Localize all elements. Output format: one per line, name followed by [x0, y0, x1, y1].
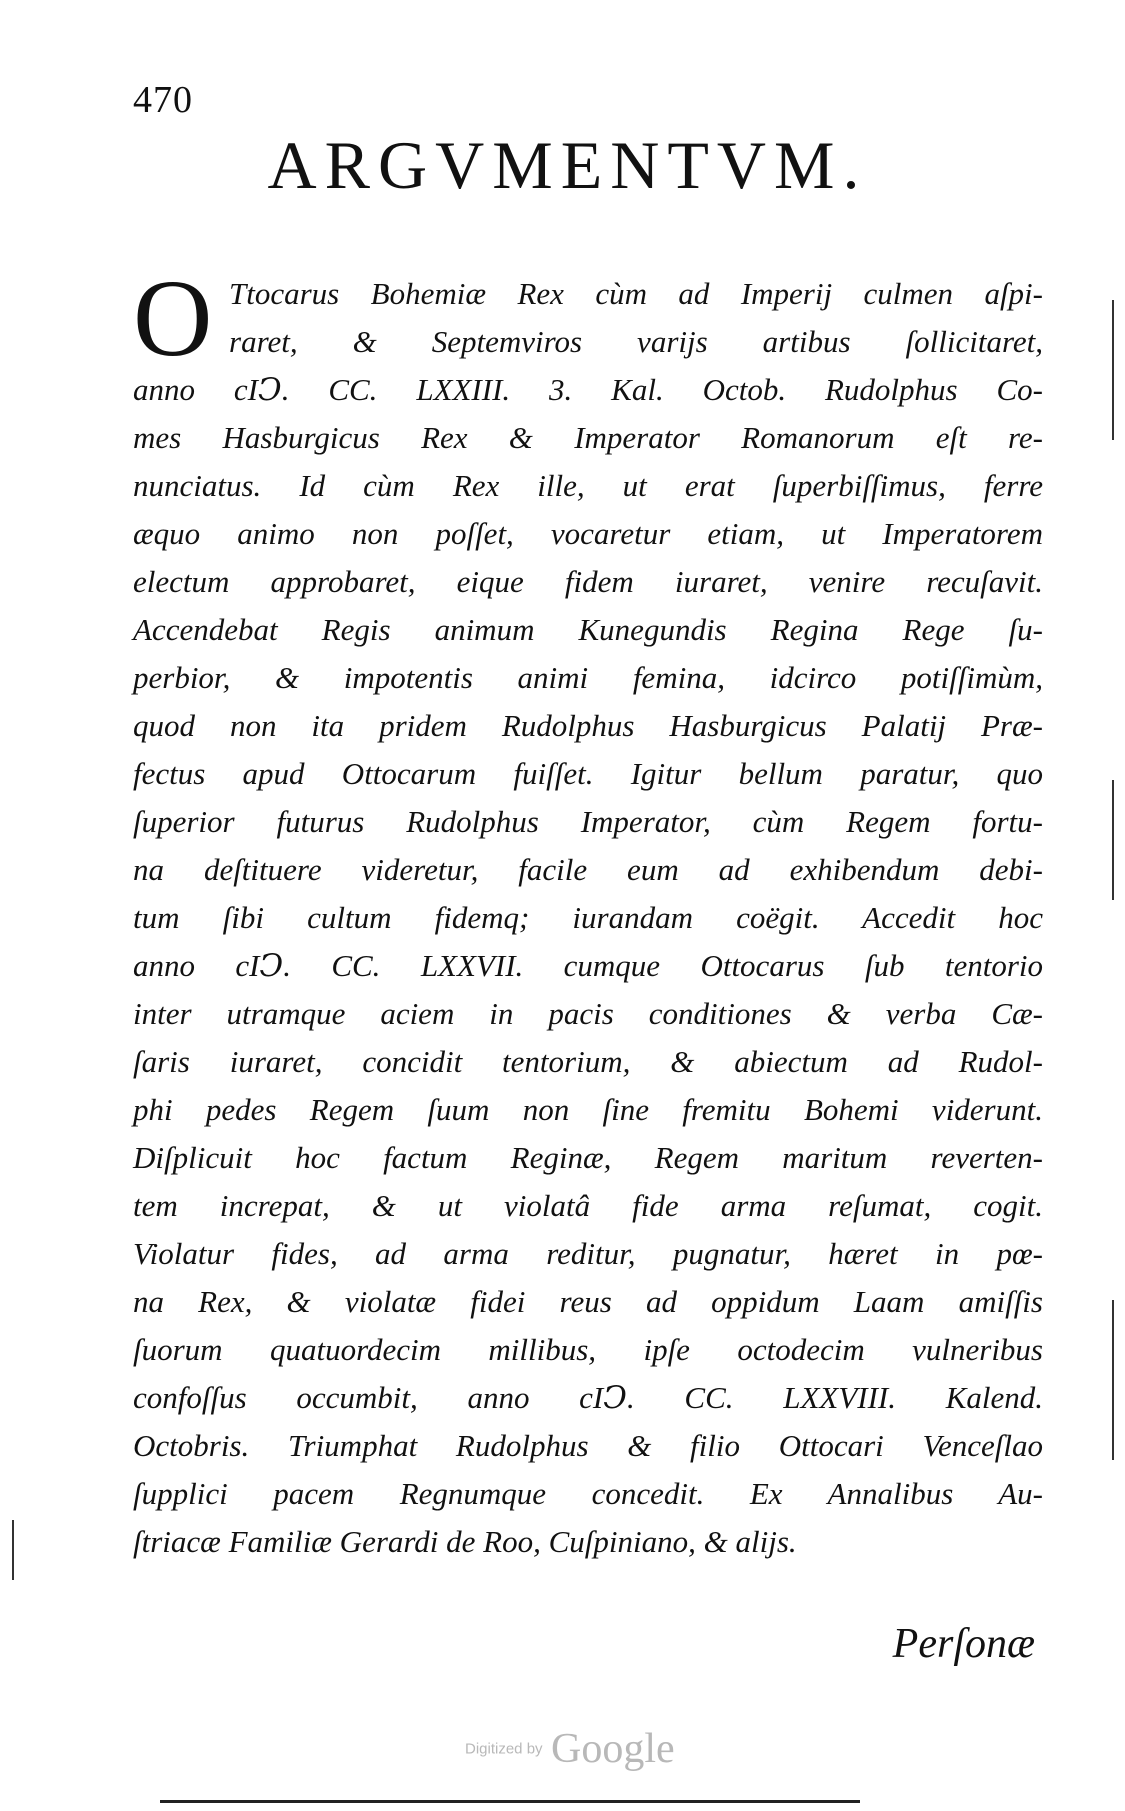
text-line: perbior, & impotentis animi femina, idcirco potiſſimùm, — [133, 660, 1043, 695]
text-line: nunciatus. Id cùm Rex ille, ut erat ſuperbiſſimus, ferre — [133, 468, 1043, 503]
text-line: tem increpat, & ut violatâ fide arma reſumat, cogit. — [133, 1188, 1043, 1223]
text-line: anno cIↃ. CC. LXXVII. cumque Ottocarus ſub tentorio — [133, 948, 1043, 983]
page-title: ARGVMENTVM. — [267, 127, 868, 203]
text-line: Accendebat Regis animum Kunegundis Regina Rege ſu- — [133, 612, 1043, 647]
text-line: na Rex, & violatæ fidei reus ad oppidum Laam amiſſis — [133, 1284, 1043, 1319]
text-line: æquo animo non poſſet, vocaretur etiam, ut Imperatorem — [133, 516, 1043, 551]
text-line: ſtriacæ Familiæ Gerardi de Roo, Cuſpiniano, & alijs. — [133, 1524, 797, 1559]
digitized-watermark — [465, 1725, 675, 1773]
drop-cap: O — [133, 257, 213, 379]
text-line: Violatur fides, ad arma reditur, pugnatur, hæret in pœ- — [133, 1236, 1043, 1271]
text-line: raret, & Septemviros varijs artibus ſollicitaret, — [229, 324, 1043, 359]
body-text — [133, 257, 1043, 1566]
margin-mark — [1112, 1300, 1114, 1460]
text-line: electum approbaret, eique fidem iuraret, venire recuſavit. — [133, 564, 1043, 599]
text-line: mes Hasburgicus Rex & Imperator Romanorum eſt re- — [133, 420, 1043, 455]
margin-mark — [1112, 300, 1114, 440]
text-line: quod non ita pridem Rudolphus Hasburgicus Palatij Præ- — [133, 708, 1043, 743]
text-line: inter utramque aciem in pacis conditiones & verba Cæ- — [133, 996, 1043, 1031]
text-line: fectus apud Ottocarum fuiſſet. Igitur bellum paratur, quo — [133, 756, 1043, 791]
text-line: ſuperior futurus Rudolphus Imperator, cùm Regem fortu- — [133, 804, 1043, 839]
page-number: 470 — [133, 79, 193, 121]
text-line: Octobris. Triumphat Rudolphus & filio Ottocari Venceſlao — [133, 1428, 1043, 1463]
digitized-by-label: Digitized by — [465, 1740, 543, 1758]
text-line: na deſtituere videretur, facile eum ad exhibendum debi- — [133, 852, 1043, 887]
margin-mark — [1112, 780, 1114, 900]
bottom-rule — [160, 1800, 860, 1803]
text-line: tum ſibi cultum fidemq; iurandam coëgit. Accedit hoc — [133, 900, 1043, 935]
text-line: phi pedes Regem ſuum non ſine fremitu Bohemi viderunt. — [133, 1092, 1043, 1127]
google-logo: Google — [551, 1726, 675, 1772]
text-line: ſaris iuraret, concidit tentorium, & abiectum ad Rudol- — [133, 1044, 1043, 1079]
margin-mark — [12, 1520, 14, 1580]
text-line: Diſplicuit hoc factum Reginæ, Regem maritum reverten- — [133, 1140, 1043, 1175]
text-line: ſuorum quatuordecim millibus, ipſe octodecim vulneribus — [133, 1332, 1043, 1367]
text-line: Ttocarus Bohemiæ Rex cùm ad Imperij culmen aſpi- — [229, 276, 1043, 311]
text-line: ſupplici pacem Regnumque concedit. Ex Annalibus Au- — [133, 1476, 1043, 1511]
text-line: anno cIↃ. CC. LXXIII. 3. Kal. Octob. Rudolphus Co- — [133, 372, 1043, 407]
text-line: confoſſus occumbit, anno cIↃ. CC. LXXVIII. Kalend. — [133, 1380, 1043, 1415]
catchword: Perſonæ — [892, 1621, 1035, 1667]
